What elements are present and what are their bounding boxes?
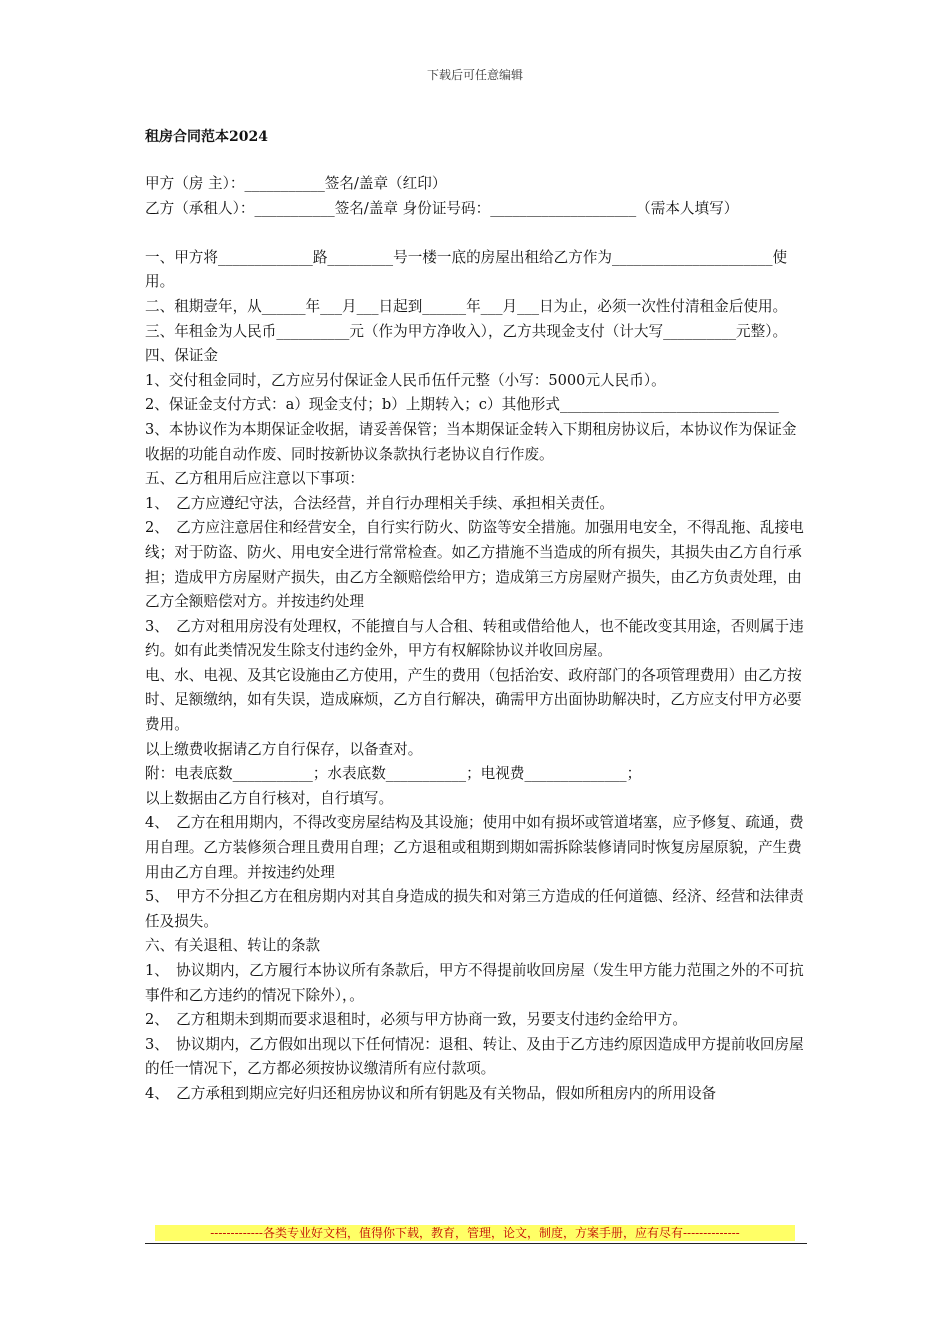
contract-body (145, 172, 807, 1107)
header-note: 下载后可任意编辑 (426, 68, 523, 82)
clause-5-3: 3、 乙方对租用房没有处理权，不能擅自与人合租、转租或借给他人，也不能改变其用途，否则属于违约。如有此类情况发生除支付违约金外，甲方有权解除协议并收回房屋。 (145, 617, 804, 660)
clause-4-1: 1、交付租金同时，乙方应另付保证金人民币伍仟元整（小写：5000元人民币）。 (145, 371, 666, 389)
clause-3: 三、年租金为人民币__________元（作为甲方净收入），乙方共现金支付（计大写__________元整）。 (145, 322, 788, 340)
spacer (145, 221, 807, 246)
clause-5-meters: 附：电表底数___________；水表底数___________；电视费______________； (145, 765, 642, 783)
clause-6-4: 4、 乙方承租到期应完好归还租房协议和所有钥匙及有关物品，假如所租房内的所用设备 (145, 1084, 717, 1102)
clause-2: 二、租期壹年，从______年___月___日起到______年___月___日为止，必须一次性付清租金后使用。 (145, 297, 788, 315)
clause-5-verify: 以上数据由乙方自行核对，自行填写。 (145, 789, 394, 807)
party-a-line: 甲方（房 主）：___________签名/盖章（红印） (145, 175, 447, 192)
party-b-line: 乙方（承租人）：___________签名/盖章 身份证号码：____________________（需本人填写） (145, 199, 739, 217)
clause-4-2: 2、保证金支付方式：a）现金支付；b）上期转入；c）其他形式______________________________ (145, 396, 779, 414)
clause-6-1: 1、 协议期内，乙方履行本协议所有条款后，甲方不得提前收回房屋（发生甲方能力范围之外的不可抗事件和乙方违约的情况下除外），。 (145, 962, 804, 1004)
footer-banner: -------------各类专业好文档，值得你下载，教育，管理，论文，制度，方案手册，应有尽有-------------- (155, 1225, 795, 1241)
clause-5-5: 5、 甲方不分担乙方在租房期内对其自身造成的损失和对第三方造成的任何道德、经济、经营和法律责任及损失。 (145, 888, 804, 930)
clause-5-4: 4、 乙方在租用期内，不得改变房屋结构及其设施；使用中如有损坏或管道堵塞，应予修复、疏通，费用自理。乙方装修须合理且费用自理；乙方退租或租期到期如需拆除装修请同时恢复房屋原貌，产生费用由乙方自理。并按违约处理 (145, 814, 804, 881)
clause-1: 一、甲方将_____________路_________号一楼一底的房屋出租给乙方作为______________________使用。 (145, 248, 788, 291)
clause-4-title: 四、保证金 (145, 347, 218, 365)
document-title: 租房合同范本2024 (145, 129, 268, 145)
clause-4-3: 3、本协议作为本期保证金收据，请妥善保管；当本期保证金转入下期租房协议后，本协议作为保证金收据的功能自动作废、同时按新协议条款执行老协议自行作废。 (145, 420, 797, 463)
clause-5-2: 2、 乙方应注意居住和经营安全，自行实行防火、防盗等安全措施。加强用电安全，不得乱拖、乱接电线；对于防盗、防火、用电安全进行常常检查。如乙方措施不当造成的所有损失，其损失由乙方自行承担；造成甲方房屋财产损失，由乙方全额赔偿给甲方；造成第三方房屋财产损失，由乙方负责处理，由乙方全额赔偿对方。并按违约处理 (145, 519, 804, 611)
clause-5-title: 五、乙方租用后应注意以下事项： (145, 470, 364, 488)
clause-6-3: 3、 协议期内，乙方假如出现以下任何情况：退租、转让、及由于乙方违约原因造成甲方提前收回房屋的任一情况下，乙方都必须按协议缴清所有应付款项。 (145, 1035, 804, 1078)
clause-5-1: 1、 乙方应遵纪守法，合法经营，并自行办理相关手续、承担相关责任。 (145, 494, 614, 512)
clause-5-receipts: 以上缴费收据请乙方自行保存，以备查对。 (145, 740, 423, 758)
clause-6-2: 2、 乙方租期未到期而要求退租时，必须与甲方协商一致，另要支付违约金给甲方。 (145, 1011, 687, 1029)
clause-5-utilities: 电、水、电视、及其它设施由乙方使用，产生的费用（包括治安、政府部门的各项管理费用）由乙方按时、足额缴纳，如有失误，造成麻烦，乙方自行解决，确需甲方出面协助解决时，乙方应支付甲方必要费用。 (145, 666, 802, 734)
footer-divider (145, 1243, 807, 1244)
clause-6-title: 六、有关退租、转让的条款 (145, 937, 321, 955)
